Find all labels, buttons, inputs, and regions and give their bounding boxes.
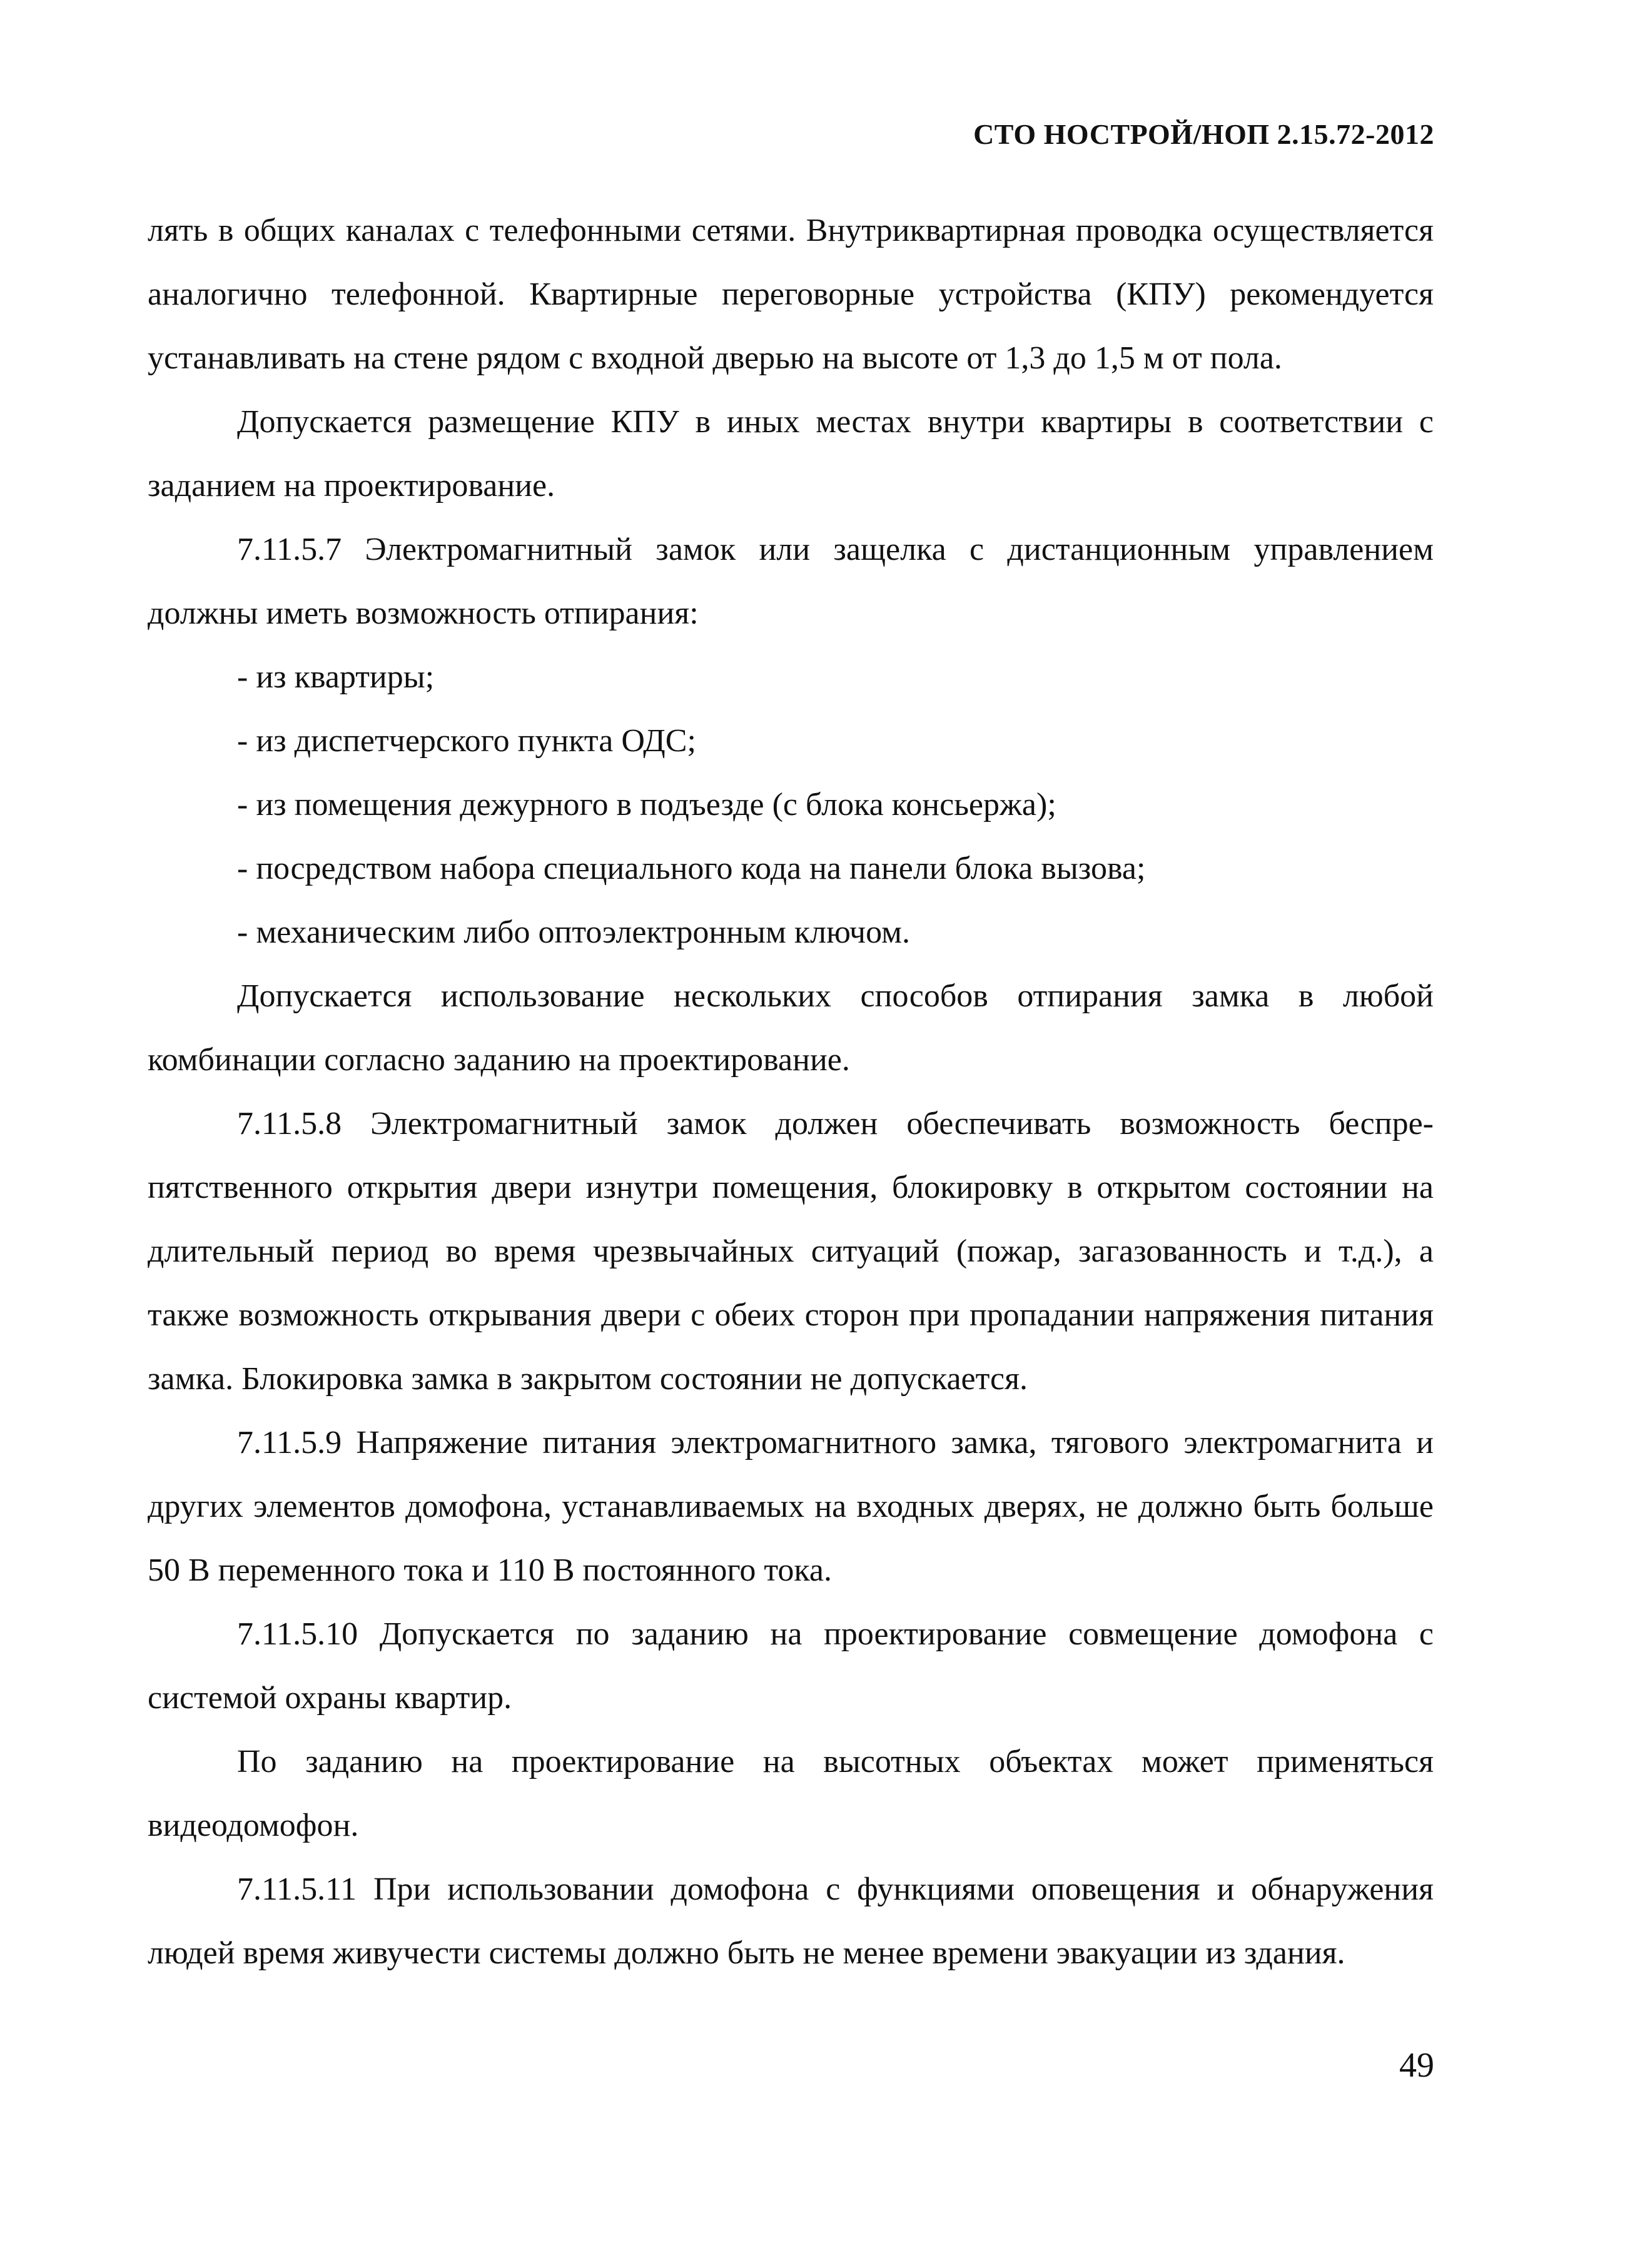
list-item: - из диспетчерского пункта ОДС; [237,723,696,759]
document-header-code: СТО НОСТРОЙ/НОП 2.15.72-2012 [973,118,1434,150]
paragraph: Допускается размещение КПУ в иных местах внутри квартиры в соответствии с заданием на проектирование. [148,404,1434,504]
list-item: - посредством набора специального кода на панели блока вызова; [237,851,1146,886]
paragraph-clause-7-11-5-11: 7.11.5.11 При использовании домофона с функциями оповещения и обнаружения людей время живучести системы должно быть не менее времени эвакуации из здания. [148,1871,1434,1971]
paragraph: Допускается использование нескольких способов отпирания замка в любой комбинации согласно заданию на проектирование. [148,978,1434,1078]
list-item: - механическим либо оптоэлектронным ключом. [237,914,911,950]
paragraph-clause-7-11-5-8: 7.11.5.8 Электромагнитный замок должен обеспечивать возможность беспрепятственного открытия двери изнутри помещения, блокировку в открытом состоянии на длительный период во время чрезвычайных ситуаций (пожар, загазованность и т.д.), а также возможность открывания двери с обеих сторон при пропадании напряжения питания замка. Блокировка замка в закрытом состоянии не допускается. [148,1106,1434,1397]
page-number: 49 [1399,2046,1434,2085]
paragraph-clause-7-11-5-7: 7.11.5.7 Электромагнитный замок или защелка с дистанционным управлением должны иметь возможность отпирания: [148,532,1434,631]
paragraph-clause-7-11-5-10: 7.11.5.10 Допускается по заданию на проектирование совмещение домофона с системой охраны квартир. [148,1616,1434,1716]
paragraph: По заданию на проектирование на высотных объектах может применяться видеодомофон. [148,1744,1434,1843]
list-item: - из помещения дежурного в подъезде (с блока консьержа); [237,787,1056,823]
paragraph-clause-7-11-5-9: 7.11.5.9 Напряжение питания электромагнитного замка, тягового электромагнита и других элементов домофона, устанавливаемых на входных дверях, не должно быть больше 50 В переменного тока и 110 В постоянного тока. [148,1425,1434,1588]
paragraph-continuation: лять в общих каналах с телефонными сетями. Внутриквартирная проводка осуществляется аналогично телефонной. Квартирные переговорные устройства (КПУ) рекомендуется устанавливать на стене рядом с входной дверью на высоте от 1,3 до 1,5 м от пола. [148,213,1434,376]
list-item: - из квартиры; [237,659,435,695]
document-body [148,199,1434,1985]
